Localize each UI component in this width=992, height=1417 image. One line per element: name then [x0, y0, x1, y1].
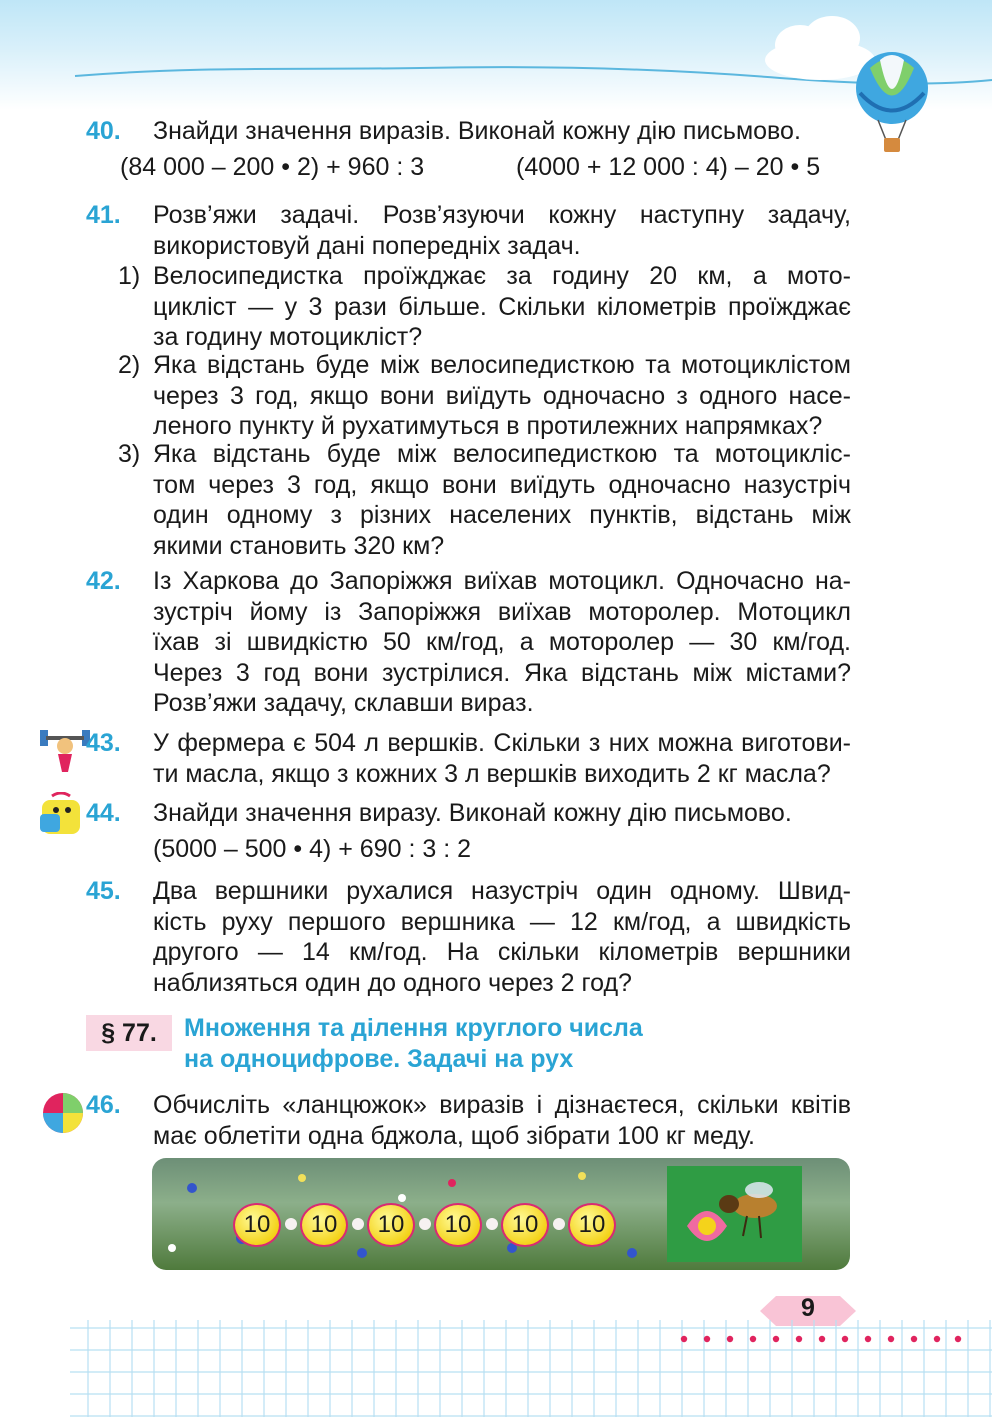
- puzzle-icon: [40, 1090, 86, 1136]
- backpack-icon: [36, 792, 86, 838]
- chain-number: 10: [233, 1203, 281, 1247]
- task-number: 40.: [86, 117, 121, 145]
- section-title: Множення та ділення круглого числа на одноцифрове. Задачі на рух: [184, 1014, 643, 1073]
- chain-number: 10: [300, 1203, 348, 1247]
- chain-number: 10: [501, 1203, 549, 1247]
- task-number: 43.: [86, 729, 121, 757]
- task-number: 45.: [86, 877, 121, 905]
- multiply-dot: [352, 1218, 364, 1230]
- task-text: У фермера є 504 л вершків. Скільки з них можна виготови- ти масла, якщо з кожних 3 л вершків виходить 2 кг масла?: [153, 729, 851, 788]
- expression-3: (5000 – 500 • 4) + 690 : 3 : 2: [153, 835, 472, 863]
- task-number: 41.: [86, 201, 121, 229]
- task-number: 46.: [86, 1091, 121, 1119]
- chain-number: 10: [568, 1203, 616, 1247]
- task-number: 42.: [86, 567, 121, 595]
- section-badge: § 77.: [86, 1015, 172, 1051]
- task-text: Із Харкова до Запоріжжя виїхав мотоцикл. Одночасно на- зустріч йому із Запоріжжя виїхав моторолер. Мотоцикл їхав зі швидкістю 50 км/год, а моторолер — 30 км/год. Через 3 год вони зустрілися. Яка відстань між містами? Розв’яжи задачу, склавши вираз.: [153, 567, 851, 717]
- task-text: Два вершники рухалися назустріч один одному. Швид- кість руху першого вершника — 12 км/год, а швидкість другого — 14 км/год. На скільки кілометрів вершники наблизяться один до одного через 2 год?: [153, 877, 851, 997]
- chain-number: 10: [434, 1203, 482, 1247]
- task-text: Обчисліть «ланцюжок» виразів і дізнаєтеся, скільки квітів має облетіти одна бджола, щоб зібрати 100 кг меду.: [153, 1091, 851, 1150]
- multiply-dot: [486, 1218, 498, 1230]
- hot-air-balloon-icon: [850, 48, 934, 158]
- multiply-dot: [553, 1218, 565, 1230]
- task-text: Розв’яжи задачі. Розв’язуючи кожну наступну задачу, використовуй дані попередніх задач.: [153, 201, 851, 260]
- task-text: Знайди значення виразу. Виконай кожну дію письмово.: [153, 799, 792, 827]
- task-number: 44.: [86, 799, 121, 827]
- multiply-dot: [285, 1218, 297, 1230]
- bee-icon: [667, 1166, 802, 1262]
- strongman-icon: [38, 724, 92, 774]
- multiply-dot: [419, 1218, 431, 1230]
- grid-footer: [0, 1320, 992, 1417]
- task-text: Знайди значення виразів. Виконай кожну дію письмово.: [153, 117, 801, 145]
- page-number: 9: [801, 1294, 815, 1322]
- expression-2: (4000 + 12 000 : 4) – 20 • 5: [516, 153, 821, 181]
- expression-1: (84 000 – 200 • 2) + 960 : 3: [120, 153, 425, 181]
- chain-number: 10: [367, 1203, 415, 1247]
